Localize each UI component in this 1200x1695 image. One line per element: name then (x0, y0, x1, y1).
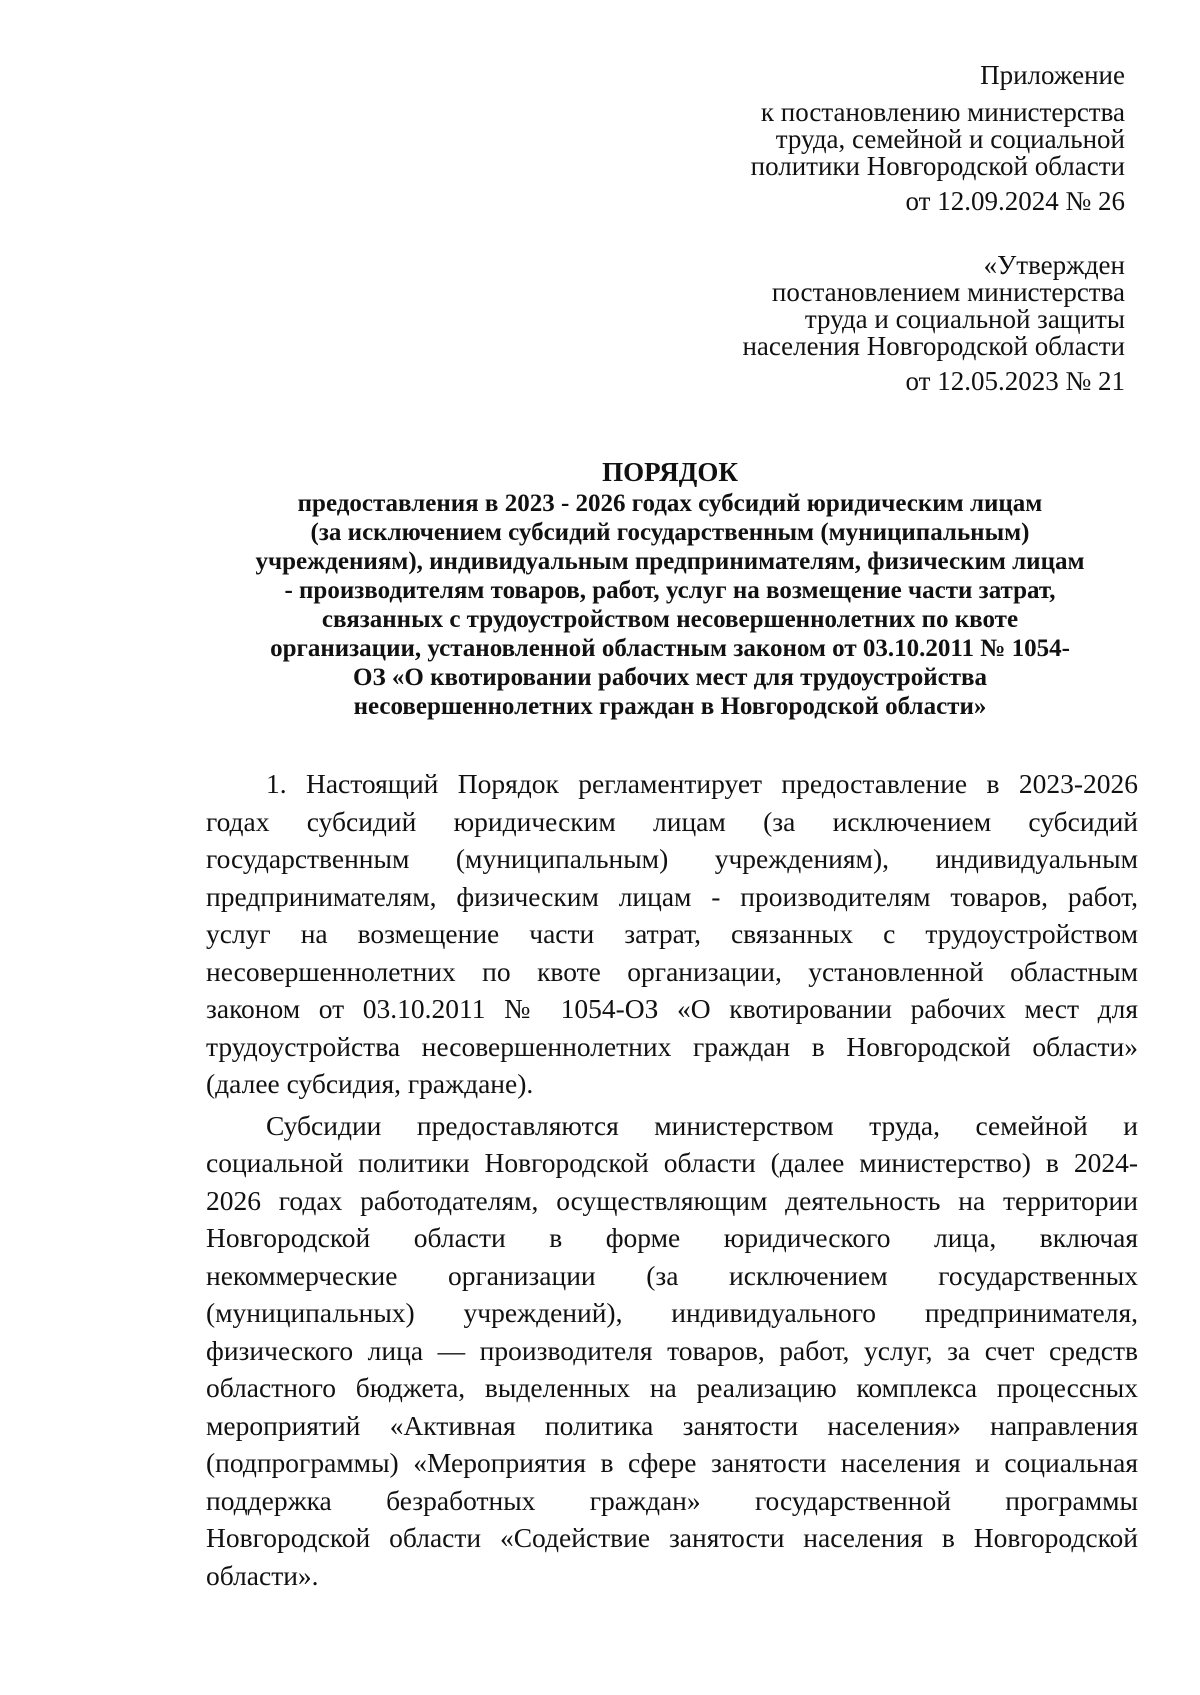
body-line: 2026 годах работодателям, осуществляющим деятельность на территории (206, 1184, 1138, 1216)
appendix-date-number: от 12.09.2024 № 26 (905, 186, 1125, 216)
body-line: несовершеннолетних по квоте организации, установленной областным (206, 955, 1138, 987)
title-line: связанных с трудоустройством несовершеннолетних по квоте (321, 606, 1019, 633)
body-line: областного бюджета, выделенных на реализацию комплекса процессных (206, 1372, 1138, 1403)
title-line: предоставления в 2023 - 2026 годах субсидий юридическим лицам (297, 490, 1043, 517)
body-line: некоммерческие организации (за исключением государственных (206, 1259, 1138, 1291)
title-line: организации, установленной областным законом от 03.10.2011 № 1054- (270, 635, 1070, 662)
body-line: Новгородской области в форме юридического лица, включая (206, 1222, 1138, 1253)
body-line: годах субсидий юридическим лицам (за исключением субсидий (206, 805, 1138, 837)
body-line: предпринимателям, физическим лицам - производителям товаров, работ, (206, 880, 1138, 912)
body-line: услуг на возмещение части затрат, связанных с трудоустройством (206, 918, 1138, 949)
title-line: (за исключением субсидий государственным (муниципальным) (310, 519, 1030, 546)
approved-line: труда и социальной защиты (804, 304, 1125, 334)
body-line: поддержка безработных граждан» государственной программы (206, 1484, 1138, 1516)
body-line: социальной политики Новгородской области (далее министерство) в 2024- (206, 1147, 1138, 1178)
body-line: (муниципальных) учреждений), индивидуального предпринимателя, (206, 1297, 1138, 1328)
title-line: ОЗ «О квотировании рабочих мест для трудоустройства (353, 664, 987, 691)
document-body (206, 765, 1138, 1594)
body-line: государственным (муниципальным) учреждениям), индивидуальным (206, 843, 1138, 874)
document-title (200, 458, 1140, 721)
title-line: несовершеннолетних граждан в Новгородской области» (353, 693, 987, 720)
body-line: 1. Настоящий Порядок регламентирует предоставление в 2023-2026 (266, 768, 1138, 799)
body-line: мероприятий «Активная политика занятости населения» направления (206, 1409, 1138, 1441)
title-heading: ПОРЯДОК (602, 457, 738, 487)
appendix-line: политики Новгородской области (750, 151, 1125, 181)
appendix-line: к постановлению министерства (760, 97, 1125, 127)
approved-date-number: от 12.05.2023 № 21 (905, 366, 1125, 396)
body-line: физического лица — производителя товаров, работ, услуг, за счет средств (206, 1334, 1138, 1366)
paragraph-2 (206, 1107, 1138, 1595)
appendix-header (751, 62, 1125, 215)
body-line: (подпрограммы) «Мероприятия в сфере занятости населения и социальная (206, 1447, 1138, 1478)
body-line: области». (206, 1559, 319, 1591)
body-line: Субсидии предоставляются министерством труда, семейной и (266, 1109, 1138, 1141)
appendix-line: труда, семейной и социальной (775, 124, 1125, 154)
body-line: законом от 03.10.2011 № 1054-ОЗ «О квотировании рабочих мест для (206, 993, 1138, 1024)
title-line: учреждениям), индивидуальным предпринимателям, физическим лицам (255, 548, 1085, 575)
body-line: (далее субсидия, граждане). (206, 1068, 534, 1099)
title-line: - производителям товаров, работ, услуг на возмещение части затрат, (284, 577, 1056, 604)
approved-line: постановлением министерства (771, 277, 1125, 307)
approved-line: населения Новгородской области (742, 331, 1125, 361)
approved-header (742, 252, 1125, 395)
appendix-heading: Приложение (980, 60, 1125, 90)
body-line: трудоустройства несовершеннолетних граждан в Новгородской области» (206, 1030, 1138, 1062)
body-line: Новгородской области «Содействие занятости населения в Новгородской (206, 1522, 1138, 1553)
paragraph-1 (206, 765, 1138, 1103)
approved-line: «Утвержден (983, 250, 1125, 280)
